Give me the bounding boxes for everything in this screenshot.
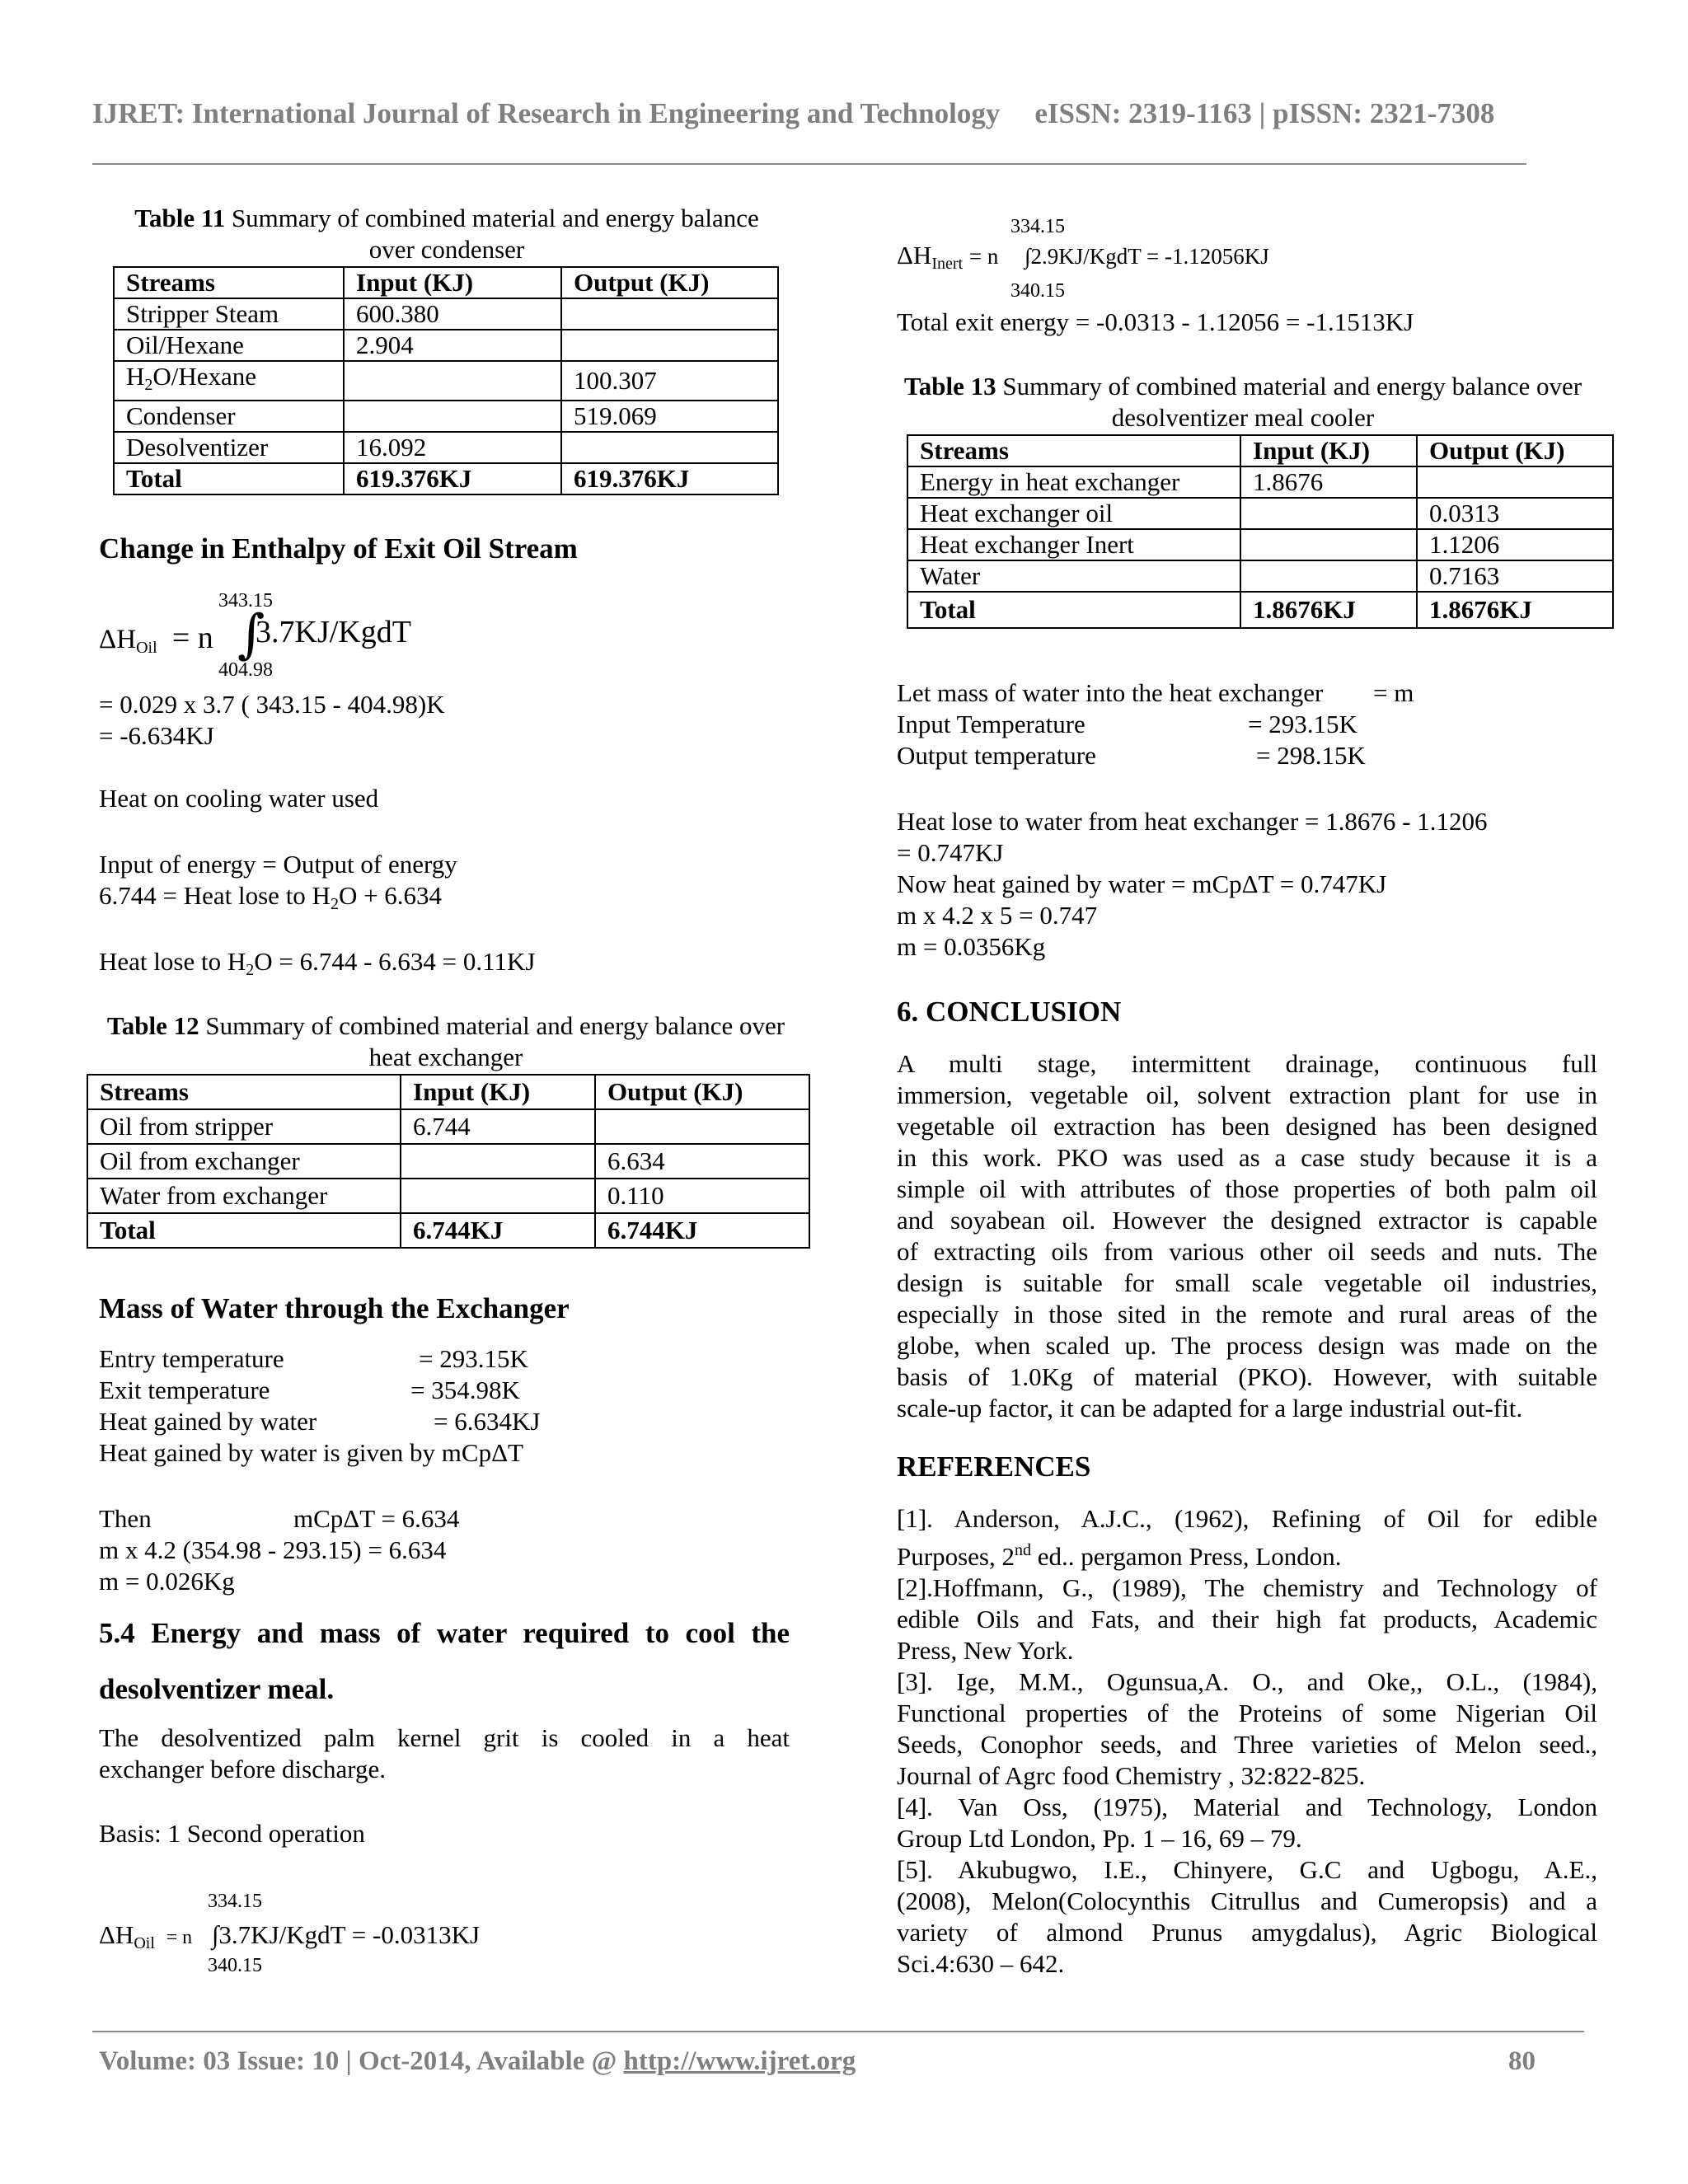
text-line	[99, 946, 535, 986]
table11-caption-text: Summary of combined material and energy balance over condenser	[225, 204, 759, 264]
text-line: A multi stage, intermittent drainage, continuous full	[897, 1049, 1597, 1078]
table-cell: 16.092	[344, 432, 561, 463]
text-line	[99, 880, 442, 920]
superscript: nd	[1014, 1541, 1031, 1559]
text-line: basis of 1.0Kg of material (PKO). However, with suitable	[897, 1362, 1597, 1391]
text-part: O = 6.744 - 6.634 = 0.11KJ	[254, 947, 536, 976]
table12-caption-text: Summary of combined material and energy balance over heat exchanger	[199, 1011, 785, 1071]
text-line: Heat lose to water from heat exchanger = 1.8676 - 1.1206	[897, 807, 1488, 836]
table13-caption-text: Summary of combined material and energy balance over desolventizer meal cooler	[996, 372, 1582, 432]
table-cell	[1240, 529, 1417, 560]
integrand: ∫2.9KJ/KgdT = -1.12056KJ	[1025, 244, 1269, 269]
integral-sign-icon: ∫	[237, 604, 265, 665]
text-value: = 298.15K	[1256, 741, 1366, 770]
integral-lower-limit: 340.15	[208, 1955, 262, 1976]
subscript: Inert	[931, 255, 964, 273]
table-cell: 619.376KJ	[561, 463, 778, 494]
delta-h: ΔH	[897, 241, 932, 269]
journal-title: IJRET: International Journal of Research in Engineering and Technology	[92, 97, 1001, 129]
text-line: Then	[99, 1504, 152, 1533]
table-row	[87, 1179, 809, 1213]
table-cell: 6.744	[401, 1109, 595, 1144]
reference-line: Press, New York.	[897, 1636, 1074, 1665]
footer-volume	[99, 2046, 856, 2077]
text-line: vegetable oil extraction has been designed has been designed	[897, 1112, 1597, 1141]
integral-lower-limit: 340.15	[1010, 280, 1065, 302]
table-row	[87, 1075, 809, 1109]
table12-label: Table 12	[106, 1011, 199, 1040]
text-line: m = 0.0356Kg	[897, 932, 1046, 961]
table-cell: Total	[87, 1213, 401, 1248]
table-cell: Heat exchanger oil	[907, 498, 1240, 529]
text-value: mCpΔT = 6.634	[293, 1504, 460, 1533]
table11-label: Table 11	[134, 204, 226, 232]
table-cell	[1240, 560, 1417, 592]
table-cell: 1.8676	[1240, 466, 1417, 498]
table-cell	[1240, 498, 1417, 529]
reference-line: Seeds, Conophor seeds, and Three varieties of Melon seed.,	[897, 1730, 1597, 1759]
text-line: especially in those sited in the remote and rural areas of the	[897, 1300, 1597, 1329]
table-cell: 6.634	[595, 1144, 809, 1179]
table-row	[907, 529, 1613, 560]
heading-section-5-4-cont: desolventizer meal.	[99, 1673, 335, 1705]
text-part: O + 6.634	[338, 881, 443, 910]
text-line: immersion, vegetable oil, solvent extraction plant for use in	[897, 1080, 1597, 1109]
table-header-cell: Output (KJ)	[1417, 435, 1613, 466]
text-line: Heat on cooling water used	[99, 784, 379, 813]
table-cell	[401, 1179, 595, 1213]
table-row	[907, 466, 1613, 498]
table-cell: Oil from exchanger	[87, 1144, 401, 1179]
table-cell: 1.8676KJ	[1240, 592, 1417, 628]
reference-line: (2008), Melon(Colocynthis Citrullus and Cumeropsis) and a	[897, 1886, 1597, 1915]
text-value: = 293.15K	[419, 1344, 528, 1373]
reference-line: Journal of Agrc food Chemistry , 32:822-825.	[897, 1761, 1366, 1790]
integral-lower-limit: 404.98	[218, 659, 273, 681]
reference-line: Group Ltd London, Pp. 1 – 16, 69 – 79.	[897, 1824, 1302, 1853]
table12-caption	[99, 1010, 793, 1073]
table-row	[87, 1144, 809, 1179]
table-cell: 0.7163	[1417, 560, 1613, 592]
text-part: Heat lose to H	[99, 947, 246, 976]
calc-line: = 0.029 x 3.7 ( 343.15 - 404.98)K	[99, 690, 445, 719]
table-cell	[344, 361, 561, 401]
text-line: Now heat gained by water = mCpΔT = 0.747KJ	[897, 869, 1387, 898]
table-cell: Water from exchanger	[87, 1179, 401, 1213]
text-line: Output temperature	[897, 741, 1096, 770]
text-value: = 354.98K	[410, 1376, 520, 1404]
references-list	[897, 1503, 1597, 1980]
text-line: Exit temperature	[99, 1376, 270, 1404]
reference-line: [1]. Anderson, A.J.C., (1962), Refining of Oil for edible	[897, 1504, 1597, 1533]
text-line: Basis: 1 Second operation	[99, 1819, 365, 1848]
heading-section-5-4: 5.4 Energy and mass of water required to cool the	[99, 1617, 790, 1649]
table-cell: Water	[907, 560, 1240, 592]
table-cell	[561, 330, 778, 361]
table-header-cell: Streams	[114, 267, 344, 298]
page-number: 80	[1508, 2046, 1536, 2076]
text-line: Input of energy = Output of energy	[99, 850, 457, 879]
table-cell: 1.8676KJ	[1417, 592, 1613, 628]
table13	[907, 434, 1614, 629]
text-part: ed.. pergamon Press, London.	[1030, 1542, 1342, 1571]
text-part: 6.744 = Heat lose to H	[99, 881, 331, 910]
reference-line: [5]. Akubugwo, I.E., Chinyere, G.C and Ugbogu, A.E.,	[897, 1855, 1597, 1884]
table-cell: Oil from stripper	[87, 1109, 401, 1144]
text-line: Let mass of water into the heat exchanger	[897, 678, 1324, 707]
table-cell: Stripper Steam	[114, 298, 344, 330]
text-line: simple oil with attributes of those properties of both palm oil	[897, 1174, 1597, 1203]
table-total-row	[114, 463, 778, 494]
table-cell	[595, 1109, 809, 1144]
text-line: globe, when scaled up. The process design was made on the	[897, 1331, 1597, 1360]
text-line: The desolventized palm kernel grit is cooled in a heat	[99, 1723, 790, 1752]
table-cell: Oil/Hexane	[114, 330, 344, 361]
heading-conclusion: 6. CONCLUSION	[897, 996, 1122, 1028]
table13-caption	[897, 371, 1589, 434]
reference-line: [3]. Ige, M.M., Ogunsua,A. O., and Oke,, O.L., (1984),	[897, 1667, 1597, 1696]
table-header-cell: Input (KJ)	[401, 1075, 595, 1109]
text-line: and soyabean oil. However the designed extractor is capable	[897, 1206, 1597, 1235]
delta-h: ΔH	[99, 1920, 134, 1949]
h-symbol: H	[126, 362, 145, 391]
integral-expression	[99, 620, 213, 658]
text-value: = 293.15K	[1248, 710, 1357, 738]
table-cell: 6.744KJ	[401, 1213, 595, 1248]
integrand: 3.7KJ/KgdT	[256, 615, 411, 649]
table-cell	[561, 298, 778, 330]
text-line: exchanger before discharge.	[99, 1755, 386, 1783]
subscript: 2	[246, 961, 255, 979]
equals-n: = n	[166, 1927, 193, 1948]
heading-mass-water: Mass of Water through the Exchanger	[99, 1292, 570, 1324]
text-line: = 0.747KJ	[897, 838, 1004, 867]
table-cell: 2.904	[344, 330, 561, 361]
text-value: = 6.634KJ	[434, 1407, 541, 1436]
text-line: Entry temperature	[99, 1344, 284, 1373]
table-row	[907, 498, 1613, 529]
table-total-row	[907, 592, 1613, 628]
subscript: 2	[330, 895, 339, 913]
text-line: scale-up factor, it can be adapted for a large industrial out-fit.	[897, 1394, 1523, 1422]
table-header-cell: Output (KJ)	[595, 1075, 809, 1109]
issn-info: eISSN: 2319-1163 | pISSN: 2321-7308	[1034, 97, 1495, 129]
table-cell: 100.307	[561, 361, 778, 401]
equals-n: = n	[171, 621, 213, 655]
calc-line: = -6.634KJ	[99, 721, 214, 750]
running-header	[92, 97, 1526, 130]
reference-line: [2].Hoffmann, G., (1989), The chemistry and Technology of	[897, 1573, 1597, 1602]
table11-caption	[109, 203, 785, 265]
table13-label: Table 13	[903, 372, 996, 401]
heading-exit-oil: Change in Enthalpy of Exit Oil Stream	[99, 532, 578, 565]
text-line: Heat gained by water	[99, 1407, 317, 1436]
table-header-cell: Input (KJ)	[1240, 435, 1417, 466]
table-cell: 600.380	[344, 298, 561, 330]
text-line: m = 0.026Kg	[99, 1567, 235, 1596]
table-cell: Energy in heat exchanger	[907, 466, 1240, 498]
table-cell: Condenser	[114, 401, 344, 432]
text-line: in this work. PKO was used as a case study because it is a	[897, 1143, 1597, 1172]
table-row	[87, 1109, 809, 1144]
reference-line: Functional properties of the Proteins of some Nigerian Oil	[897, 1699, 1597, 1727]
heading-references: REFERENCES	[897, 1451, 1091, 1483]
table11	[113, 266, 779, 495]
table-row	[114, 432, 778, 463]
table-row	[114, 298, 778, 330]
volume-info: Volume: 03 Issue: 10 | Oct-2014, Available @	[99, 2046, 624, 2076]
text-line: Input Temperature	[897, 710, 1085, 738]
journal-link[interactable]: http://www.ijret.org	[623, 2046, 856, 2076]
table-row	[114, 361, 778, 401]
table-row	[114, 401, 778, 432]
delta-h: ΔH	[99, 625, 137, 654]
table-cell	[561, 432, 778, 463]
table-cell: Heat exchanger Inert	[907, 529, 1240, 560]
text-line: design is suitable for small scale vegetable oil industries,	[897, 1268, 1597, 1297]
table-cell	[344, 401, 561, 432]
header-rule	[92, 163, 1526, 165]
table-cell: 6.744KJ	[595, 1213, 809, 1248]
conclusion-paragraph	[897, 1048, 1597, 1424]
table-cell: Total	[907, 592, 1240, 628]
table-cell	[1417, 466, 1613, 498]
subscript: 2	[144, 376, 153, 394]
table-row	[907, 435, 1613, 466]
text-line: Total exit energy = -0.0313 - 1.12056 = -1.1513KJ	[897, 307, 1414, 336]
table-total-row	[87, 1213, 809, 1248]
text-part: Purposes, 2	[897, 1542, 1015, 1571]
table-cell: Desolventizer	[114, 432, 344, 463]
subscript: Oil	[134, 1934, 155, 1952]
table-header-cell: Streams	[87, 1075, 401, 1109]
reference-line: [4]. Van Oss, (1975), Material and Technology, London	[897, 1793, 1597, 1821]
integral-upper-limit: 343.15	[218, 590, 273, 612]
table-row	[907, 560, 1613, 592]
equals-n: = n	[968, 244, 999, 269]
table-cell: 0.110	[595, 1179, 809, 1213]
integral-upper-limit: 334.15	[208, 1891, 262, 1912]
reference-line: variety of almond Prunus amygdalus), Agric Biological	[897, 1918, 1597, 1947]
table-row	[114, 330, 778, 361]
table-header-cell: Output (KJ)	[561, 267, 778, 298]
integral-expression	[99, 1920, 480, 1953]
table-cell: Total	[114, 463, 344, 494]
table-cell: 619.376KJ	[344, 463, 561, 494]
table-cell: 519.069	[561, 401, 778, 432]
table-header-cell: Input (KJ)	[344, 267, 561, 298]
text-line: m x 4.2 x 5 = 0.747	[897, 901, 1098, 930]
table-cell: 0.0313	[1417, 498, 1613, 529]
table-cell: 1.1206	[1417, 529, 1613, 560]
reference-line: Sci.4:630 – 642.	[897, 1949, 1065, 1978]
reference-line	[897, 1535, 1597, 1572]
integrand: ∫3.7KJ/KgdT = -0.0313KJ	[211, 1920, 481, 1949]
text-line: m x 4.2 (354.98 - 293.15) = 6.634	[99, 1535, 447, 1564]
subscript: Oil	[136, 639, 157, 657]
table-cell	[401, 1144, 595, 1179]
table-cell	[114, 361, 344, 401]
reference-line: edible Oils and Fats, and their high fat products, Academic	[897, 1605, 1597, 1633]
footer-rule	[92, 2031, 1584, 2032]
integral-expression	[897, 241, 1269, 274]
table-row	[114, 267, 778, 298]
text-line: Heat gained by water is given by mCpΔT	[99, 1438, 523, 1467]
text-value: = m	[1373, 678, 1414, 707]
table-header-cell: Streams	[907, 435, 1240, 466]
table12	[87, 1074, 810, 1249]
stream-label: O/Hexane	[152, 362, 257, 391]
text-line: of extracting oils from various other oil seeds and nuts. The	[897, 1237, 1597, 1266]
integral-upper-limit: 334.15	[1010, 216, 1065, 237]
